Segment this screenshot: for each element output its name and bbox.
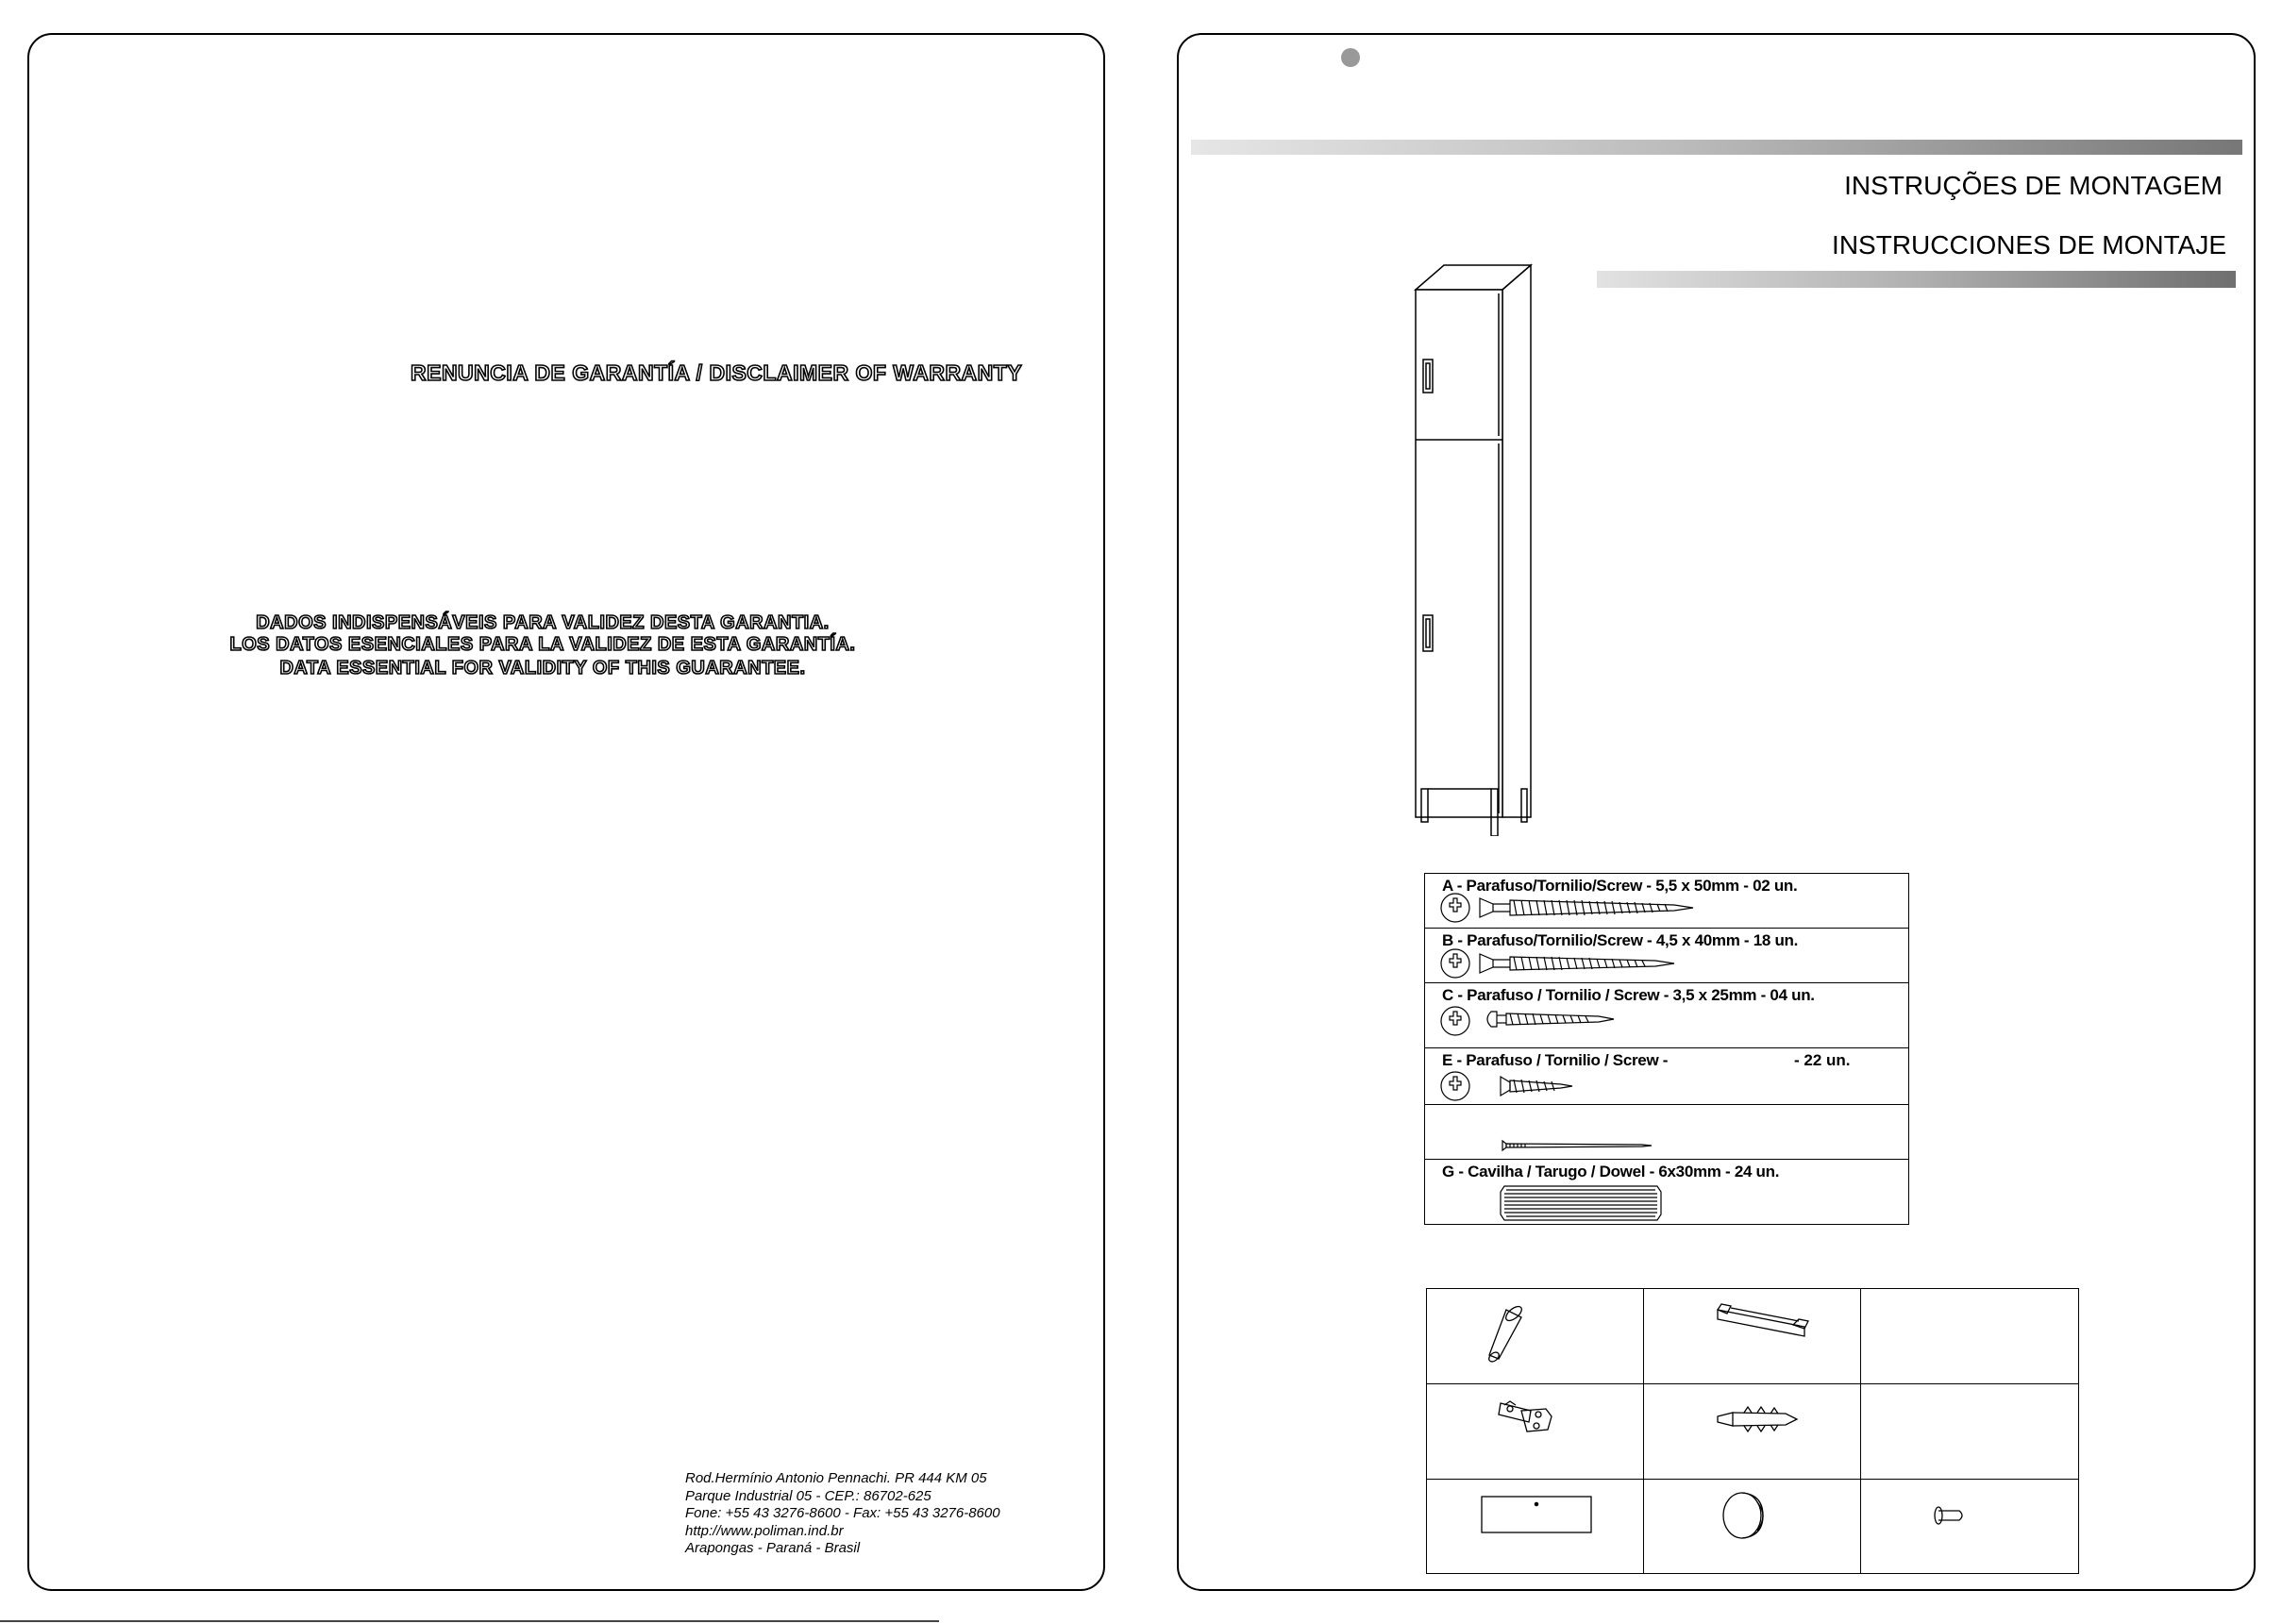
gradient-bar-mid: [1597, 271, 2236, 288]
part-cell-empty: [1861, 1289, 2078, 1384]
part-cell: [1644, 1289, 1861, 1384]
address-phone: Fone: +55 43 3276-8600 - Fax: +55 43 3276-8600: [685, 1505, 1000, 1521]
hardware-quantity: - 22 un.: [1794, 1051, 1851, 1069]
wall-plug-icon: [1644, 1384, 1861, 1480]
part-cell: [1427, 1384, 1644, 1480]
part-cell: [1427, 1289, 1644, 1384]
address-city: Arapongas - Paraná - Brasil: [685, 1540, 861, 1556]
heading-spanish: INSTRUCCIONES DE MONTAJE: [1832, 230, 2226, 260]
part-cell: [1427, 1480, 1644, 1573]
essential-data-line-es: LOS DATOS ESENCIALES PARA LA VALIDEZ DE ESTA GARANTÍA.: [229, 634, 856, 655]
left-page-panel: [27, 33, 1105, 1591]
heading-portuguese: INSTRUÇÕES DE MONTAGEM: [1844, 171, 2223, 200]
part-cell-empty: [1861, 1384, 2078, 1480]
company-address: [685, 1470, 1000, 1558]
part-cell: [1644, 1384, 1861, 1480]
bottom-rule: [0, 1620, 939, 1622]
hardware-row-a: [1425, 874, 1908, 929]
address-website[interactable]: http://www.poliman.ind.br: [685, 1522, 844, 1539]
handle-icon: [1644, 1289, 1861, 1384]
essential-data-line-pt: DADOS INDISPENSÁVEIS PARA VALIDEZ DESTA GARANTIA.: [256, 612, 830, 633]
hardware-label: C - Parafuso / Tornilio / Screw - 3,5 x 25mm - 04 un.: [1442, 986, 1815, 1004]
knob-icon: [1644, 1480, 1861, 1575]
hardware-row-nail: [1425, 1105, 1908, 1160]
part-cell: [1644, 1480, 1861, 1573]
hardware-label: A - Parafuso/Tornilio/Screw - 5,5 x 50mm - 02 un.: [1442, 877, 1798, 895]
screw-medium-icon: [1438, 929, 1740, 983]
hinge-icon: [1427, 1384, 1644, 1480]
hardware-label: G - Cavilha / Tarugo / Dowel - 6x30mm - 24 un.: [1442, 1163, 1780, 1180]
dowel-icon: [1438, 1160, 1740, 1224]
screw-long-icon: [1438, 874, 1740, 929]
dot-marker-icon: [1341, 48, 1360, 67]
part-cell: [1861, 1480, 2078, 1573]
address-line: Parque Industrial 05 - CEP.: 86702-625: [685, 1487, 931, 1504]
hardware-row-g: [1425, 1160, 1908, 1224]
screw-short-icon: [1438, 1048, 1740, 1105]
warranty-title: RENUNCIA DE GARANTÍA / DISCLAIMER OF WARRANTY: [411, 360, 1023, 385]
leg-icon: [1427, 1289, 1644, 1384]
gradient-bar-top: [1191, 140, 2242, 155]
hardware-row-c: [1425, 983, 1908, 1048]
hardware-label: B - Parafuso/Tornilio/Screw - 4,5 x 40mm - 18 un.: [1442, 931, 1799, 949]
essential-data-line-en: DATA ESSENTIAL FOR VALIDITY OF THIS GUARANTEE.: [279, 658, 806, 678]
mirror-panel-icon: [1427, 1480, 1644, 1575]
cabinet-illustration-icon: [1406, 260, 1538, 836]
parts-grid: [1426, 1288, 2079, 1574]
nail-icon: [1438, 1105, 1740, 1160]
hardware-row-e: [1425, 1048, 1908, 1105]
hardware-list-table: [1424, 873, 1909, 1225]
hardware-row-b: [1425, 929, 1908, 983]
shelf-pin-icon: [1861, 1480, 2078, 1575]
screw-pan-icon: [1438, 983, 1740, 1048]
address-line: Rod.Hermínio Antonio Pennachi. PR 444 KM 05: [685, 1470, 987, 1486]
hardware-label: E - Parafuso / Tornilio / Screw -: [1442, 1051, 1669, 1069]
